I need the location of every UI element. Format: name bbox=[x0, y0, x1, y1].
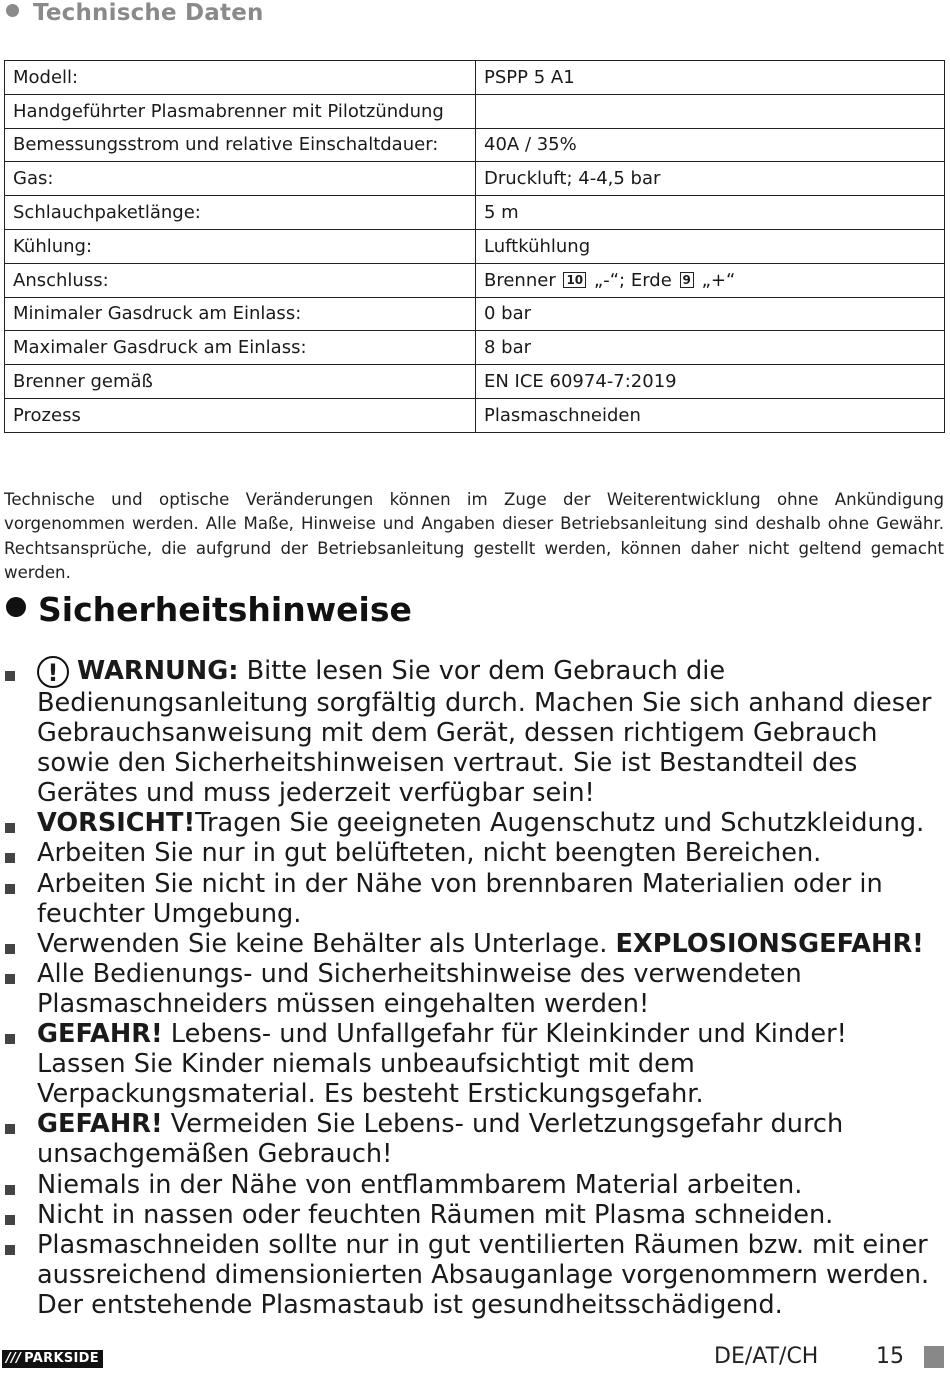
list-item bbox=[0, 959, 935, 1019]
square-bullet-icon bbox=[5, 853, 15, 863]
spec-value: 8 bar bbox=[476, 331, 945, 365]
safety-list bbox=[0, 656, 935, 1320]
spec-key: Gas: bbox=[5, 162, 476, 196]
table-row bbox=[5, 94, 945, 128]
footer-language: DE/AT/CH bbox=[714, 1344, 819, 1369]
page-edge-tab bbox=[924, 1346, 944, 1368]
item-text: Nicht in nassen oder feuchten Räumen mit Plasma schneiden. bbox=[37, 1199, 834, 1230]
spec-value bbox=[476, 263, 945, 297]
square-bullet-icon bbox=[5, 1215, 15, 1225]
spec-key: Kühlung: bbox=[5, 229, 476, 263]
spec-value: Luftkühlung bbox=[476, 229, 945, 263]
table-row bbox=[5, 196, 945, 230]
disclaimer-paragraph: Technische und optische Veränderungen können im Zuge der Weiterentwicklung ohne Ankündigung vorgenommen werden. Alle Maße, Hinweise und Angaben dieser Betriebsanleitung sind deshalb ohne Gewähr. Rechtsansprüche, die aufgrund der Betriebsanleitung gestellt werden, können daher nicht geltend gemacht werden. bbox=[4, 490, 944, 583]
item-text: Niemals in der Nähe von entflammbarem Material arbeiten. bbox=[37, 1169, 803, 1200]
keyword: GEFAHR! bbox=[37, 1019, 163, 1050]
keyword: WARNUNG: bbox=[77, 656, 239, 686]
square-bullet-icon bbox=[5, 1185, 15, 1195]
item-text: Plasmaschneiden sollte nur in gut ventilierten Räumen bzw. mit einer aussreichend dimensionierten Absauganlage vorgenommern werden. Der entstehende Plasmastaub ist gesundheitsschädigend. bbox=[37, 1229, 930, 1320]
table-row bbox=[5, 297, 945, 331]
list-item bbox=[0, 1200, 935, 1230]
parkside-logo bbox=[2, 1350, 103, 1368]
item-text: Verwenden Sie keine Behälter als Unterlage. bbox=[37, 928, 616, 959]
square-bullet-icon bbox=[5, 944, 15, 954]
spec-key: Modell: bbox=[5, 61, 476, 95]
spec-value: EN ICE 60974-7:2019 bbox=[476, 365, 945, 399]
table-row bbox=[5, 128, 945, 162]
list-item bbox=[0, 929, 935, 959]
keyword: EXPLOSIONSGEFAHR! bbox=[615, 928, 924, 959]
item-text: Lebens- und Unfallgefahr für Kleinkinder und Kinder! Lassen Sie Kinder niemals unbeaufsichtigt mit dem Verpackungsmaterial. Es besteht Erstickungsgefahr. bbox=[37, 1019, 847, 1110]
list-item bbox=[0, 1109, 935, 1169]
item-text: Arbeiten Sie nicht in der Nähe von brennbaren Materialien oder in feuchter Umgebung. bbox=[37, 868, 883, 929]
item-text: Arbeiten Sie nur in gut belüfteten, nicht beengten Bereichen. bbox=[37, 838, 822, 869]
item-text: Tragen Sie geeigneten Augenschutz und Schutzkleidung. bbox=[195, 808, 925, 839]
spec-value: 5 m bbox=[476, 196, 945, 230]
spec-key: Minimaler Gasdruck am Einlass: bbox=[5, 297, 476, 331]
value-text: Brenner bbox=[484, 269, 556, 291]
value-text: „-“; Erde bbox=[593, 269, 672, 291]
section-heading-safety bbox=[6, 590, 412, 629]
logo-stripes: /// bbox=[6, 1351, 22, 1366]
item-text: Vermeiden Sie Lebens- und Verletzungsgefahr durch unsachgemäßen Gebrauch! bbox=[37, 1109, 844, 1170]
spec-value bbox=[476, 94, 945, 128]
square-bullet-icon bbox=[5, 1245, 15, 1255]
spec-value: 40A / 35% bbox=[476, 128, 945, 162]
table-row bbox=[5, 365, 945, 399]
table-row bbox=[5, 263, 945, 297]
list-item bbox=[0, 838, 935, 868]
table-row bbox=[5, 162, 945, 196]
list-item bbox=[0, 869, 935, 929]
square-bullet-icon bbox=[5, 1124, 15, 1134]
part-number-badge: 10 bbox=[563, 272, 586, 288]
square-bullet-icon bbox=[5, 823, 15, 833]
logo-text: PARKSIDE bbox=[24, 1351, 99, 1366]
spec-key: Prozess bbox=[5, 398, 476, 432]
bullet-dot-icon bbox=[6, 597, 26, 617]
list-item bbox=[0, 1170, 935, 1200]
bullet-dot-icon bbox=[6, 4, 19, 17]
section-heading-technical-data bbox=[6, 0, 264, 26]
page-number: 15 bbox=[876, 1344, 904, 1369]
square-bullet-icon bbox=[5, 671, 15, 681]
section-title: Technische Daten bbox=[33, 0, 264, 26]
spec-key: Bemessungsstrom und relative Einschaltdauer: bbox=[5, 128, 476, 162]
spec-key: Maximaler Gasdruck am Einlass: bbox=[5, 331, 476, 365]
spec-key: Handgeführter Plasmabrenner mit Pilotzündung bbox=[5, 94, 476, 128]
keyword: VORSICHT! bbox=[37, 808, 196, 839]
table-row bbox=[5, 398, 945, 432]
section-title: Sicherheitshinweise bbox=[38, 590, 412, 629]
square-bullet-icon bbox=[5, 884, 15, 894]
spec-value: Plasmaschneiden bbox=[476, 398, 945, 432]
spec-key: Schlauchpaketlänge: bbox=[5, 196, 476, 230]
list-item bbox=[0, 1230, 935, 1320]
spec-value: Druckluft; 4-4,5 bar bbox=[476, 162, 945, 196]
square-bullet-icon bbox=[5, 974, 15, 984]
spec-table bbox=[4, 60, 945, 433]
list-item bbox=[0, 656, 935, 808]
spec-value: 0 bar bbox=[476, 297, 945, 331]
list-item bbox=[0, 1019, 935, 1109]
table-row bbox=[5, 331, 945, 365]
warning-icon: ! bbox=[37, 656, 69, 688]
keyword: GEFAHR! bbox=[37, 1109, 163, 1140]
square-bullet-icon bbox=[5, 1034, 15, 1044]
item-text: Alle Bedienungs- und Sicherheitshinweise des verwendeten Plasmaschneiders müssen eingehalten werden! bbox=[37, 958, 802, 1019]
table-row bbox=[5, 229, 945, 263]
spec-value: PSPP 5 A1 bbox=[476, 61, 945, 95]
part-number-badge: 9 bbox=[680, 272, 694, 288]
table-row bbox=[5, 61, 945, 95]
list-item bbox=[0, 808, 935, 838]
spec-key: Anschluss: bbox=[5, 263, 476, 297]
value-text: „+“ bbox=[701, 269, 736, 291]
spec-key: Brenner gemäß bbox=[5, 365, 476, 399]
item-text: Bitte lesen Sie vor dem Gebrauch die Bedienungsanleitung sorgfältig durch. Machen Sie sich anhand dieser Gebrauchsanweisung mit dem Gerät, dessen richtigem Gebrauch sowie den Sicherheitshinweisen vertraut. Sie ist Bestandteil des Gerätes und muss jederzeit verfügbar sein! bbox=[37, 656, 932, 809]
